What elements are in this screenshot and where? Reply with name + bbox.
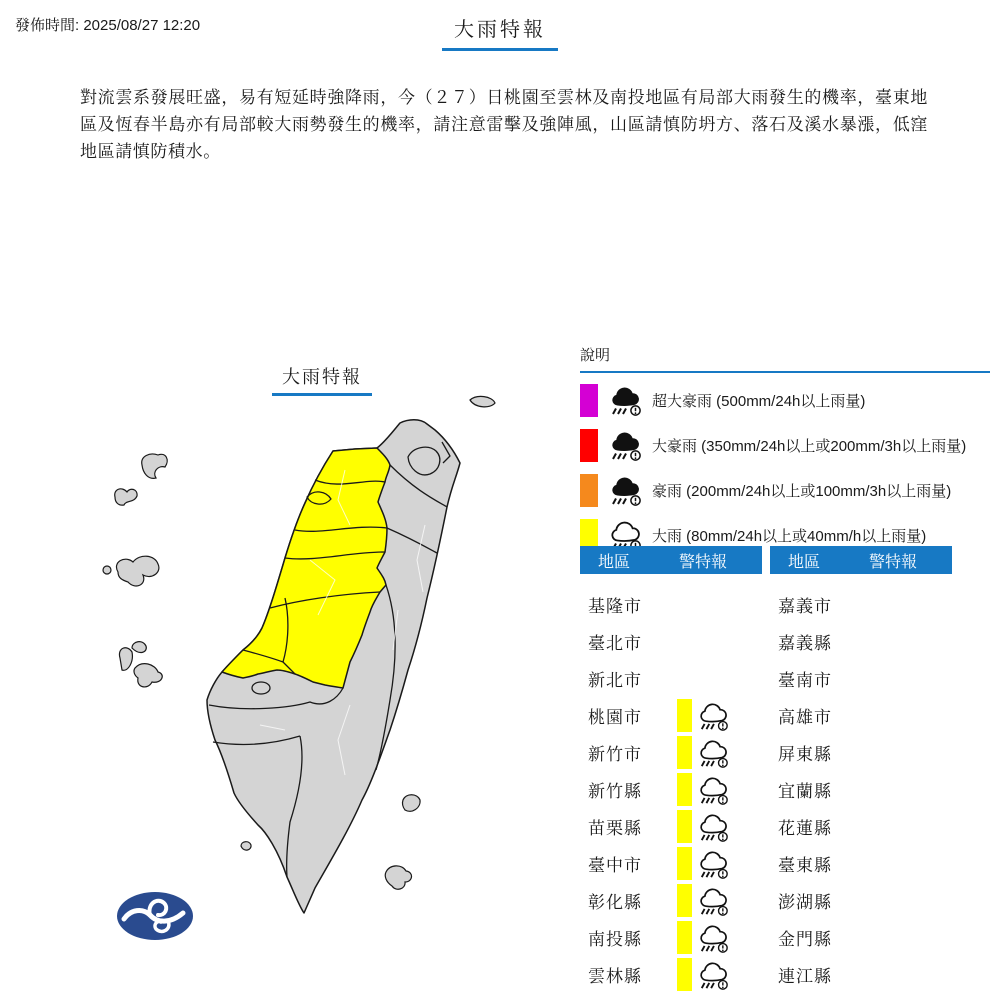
table-row [770,623,952,660]
taiwan-map-svg [100,340,560,988]
region-name: 嘉義市 [778,597,832,616]
legend-item [580,427,990,463]
map-island [402,795,420,812]
region-name: 臺東縣 [778,856,832,875]
warning-badge [677,773,730,806]
table-row [770,771,952,808]
cwb-logo [117,892,193,940]
rain-cloud-filled-icon [606,474,644,506]
legend-items [580,382,990,553]
region-table-right [770,546,952,993]
region-name: 宜蘭縣 [778,782,832,801]
table-header [580,546,762,574]
region-name: 臺南市 [778,671,832,690]
rain-cloud-outline-icon [696,923,730,953]
rain-cloud-outline-icon [696,960,730,990]
rain-cloud-filled-icon [606,384,644,416]
map-island [142,454,167,478]
warning-badge [677,847,730,880]
legend-item-label: 大雨 (80mm/24h以上或40mm/h以上雨量) [652,527,927,545]
warning-badge [677,921,730,954]
column-header-region: 地區 [597,553,630,571]
published-time: 發佈時間: 2025/08/27 12:20 [15,17,201,34]
table-row [580,845,762,882]
bulletin-text: 對流雲系發展旺盛，易有短延時強降雨，今（２７）日桃園至雲林及南投地區有局部大雨發生的機率，臺東地區及恆春半島亦有局部較大雨勢發生的機率，請注意雷擊及強陣風，山區請慎防坍方、落石及溪水暴漲，低窪地區請慎防積水。 [80,88,928,161]
legend-color-swatch [580,384,598,417]
legend-item-label: 豪雨 (200mm/24h以上或100mm/3h以上雨量) [652,482,952,500]
region-name: 臺中市 [588,856,642,875]
map-island [103,566,111,574]
warning-color-bar [677,699,692,732]
table-row [580,660,762,697]
region-name: 新北市 [588,671,642,690]
legend-color-swatch [580,474,598,507]
region-name: 基隆市 [588,597,642,616]
warning-color-bar [677,810,692,843]
table-row [580,771,762,808]
region-name: 桃園市 [588,708,642,727]
table-row [770,845,952,882]
rain-cloud-outline-icon [696,812,730,842]
column-header-warning: 警特報 [868,553,917,571]
map-title: 大雨特報 [272,363,372,396]
region-name: 屏東縣 [778,745,832,764]
rain-cloud-filled-icon [606,429,644,461]
table-row [770,808,952,845]
warning-badge [677,736,730,769]
table-row [770,586,952,623]
legend-item [580,472,990,508]
region-name: 嘉義縣 [778,634,832,653]
map-island [116,556,158,586]
table-row [580,734,762,771]
warning-color-bar [677,847,692,880]
table-row [770,660,952,697]
map-island [385,866,411,889]
region-name: 連江縣 [778,967,832,986]
warning-color-bar [677,921,692,954]
rain-cloud-outline-icon [696,886,730,916]
legend-item-label: 大豪雨 (350mm/24h以上或200mm/3h以上雨量) [652,437,967,455]
table-row [580,586,762,623]
region-name: 金門縣 [778,930,832,949]
warning-color-bar [677,884,692,917]
table-row [770,734,952,771]
map-island [134,664,162,687]
legend-color-swatch [580,429,598,462]
warning-color-bar [677,736,692,769]
table-row [770,697,952,734]
map-island [241,842,251,850]
rain-cloud-outline-icon [696,849,730,879]
page-title: 大雨特報 [442,13,558,51]
table-row [580,697,762,734]
legend-heading: 說明 [580,344,990,373]
table-row [580,623,762,660]
region-table-left [580,546,762,993]
table-row [580,919,762,956]
legend-item-label: 超大豪雨 (500mm/24h以上雨量) [652,392,866,410]
table-header [770,546,952,574]
taiwan-map [100,340,560,988]
region-name: 高雄市 [778,708,832,727]
warning-color-bar [677,773,692,806]
region-name: 新竹市 [588,745,642,764]
map-island [119,648,132,671]
warning-color-bar [677,958,692,991]
legend [580,344,990,553]
map-island [470,396,495,406]
region-name: 新竹縣 [588,782,642,801]
rain-cloud-outline-icon [696,775,730,805]
region-name: 苗栗縣 [588,819,642,838]
region-name: 雲林縣 [588,967,642,986]
legend-item [580,382,990,418]
table-row [580,882,762,919]
region-name: 彰化縣 [588,893,642,912]
table-body [580,586,762,993]
warning-badge [677,699,730,732]
warning-badge [677,884,730,917]
table-row [580,808,762,845]
region-name: 臺北市 [588,634,642,653]
table-row [770,882,952,919]
region-name: 南投縣 [588,930,642,949]
warning-badge [677,810,730,843]
table-row [580,956,762,993]
rain-cloud-outline-icon [696,701,730,731]
region-name: 澎湖縣 [778,893,832,912]
warning-badge [677,958,730,991]
map-island [115,489,137,505]
map-island [132,642,146,653]
region-name: 花蓮縣 [778,819,832,838]
table-row [770,956,952,993]
rain-cloud-outline-icon [696,738,730,768]
table-row [770,919,952,956]
column-header-warning: 警特報 [678,553,727,571]
table-body [770,586,952,993]
column-header-region: 地區 [787,553,820,571]
